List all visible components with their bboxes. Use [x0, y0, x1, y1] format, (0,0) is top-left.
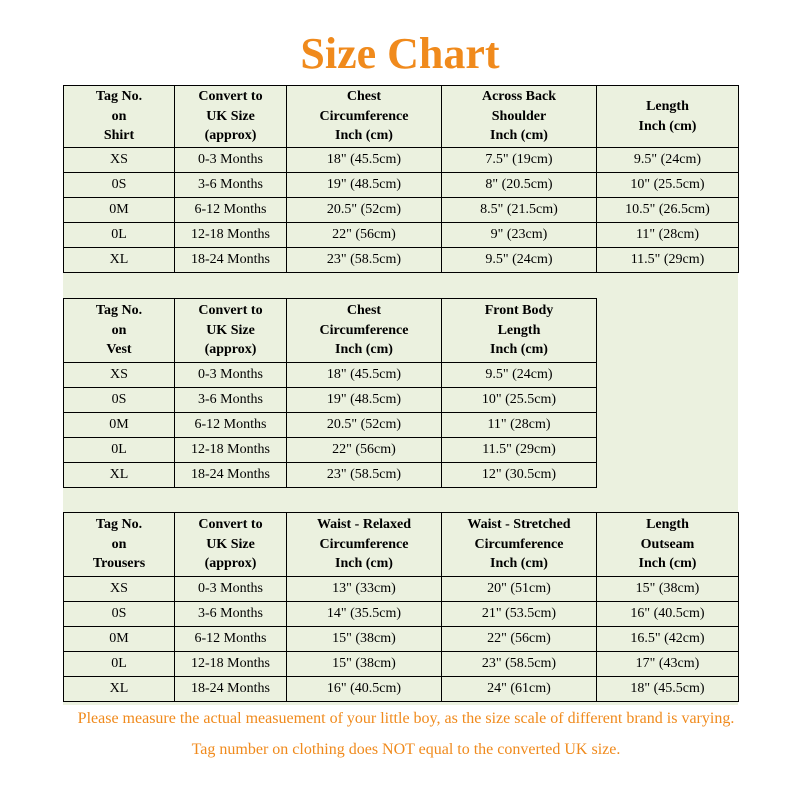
table-cell: 3-6 Months: [175, 388, 287, 413]
header-chest: Chest Circumference Inch (cm): [287, 299, 442, 363]
table-cell: 18" (45.5cm): [287, 148, 442, 173]
table-cell: 3-6 Months: [175, 602, 287, 627]
table-cell: 9.5" (24cm): [442, 363, 597, 388]
table-cell: 0S: [64, 602, 175, 627]
table-row: [64, 148, 739, 173]
table-cell: 9.5" (24cm): [442, 248, 597, 273]
table-cell: 18-24 Months: [175, 248, 287, 273]
table-row: [64, 363, 597, 388]
table-cell: XS: [64, 363, 175, 388]
table-cell: 13" (33cm): [287, 577, 442, 602]
table-row: [64, 652, 739, 677]
shirt-size-table: [63, 85, 739, 273]
table-cell: 15" (38cm): [597, 577, 739, 602]
table-cell: 9.5" (24cm): [597, 148, 739, 173]
table-row: [64, 223, 739, 248]
table-row: [64, 173, 739, 198]
table-cell: 11" (28cm): [597, 223, 739, 248]
table-cell: 0L: [64, 223, 175, 248]
table-cell: 0-3 Months: [175, 148, 287, 173]
table-cell: 0S: [64, 388, 175, 413]
header-length: Length Inch (cm): [597, 86, 739, 148]
table-cell: 8.5" (21.5cm): [442, 198, 597, 223]
table-row: [64, 602, 739, 627]
table-cell: 0L: [64, 438, 175, 463]
table-cell: XL: [64, 463, 175, 488]
table-cell: 23" (58.5cm): [442, 652, 597, 677]
header-front-body-length: Front Body Length Inch (cm): [442, 299, 597, 363]
table-cell: 10" (25.5cm): [442, 388, 597, 413]
table-cell: 24" (61cm): [442, 677, 597, 702]
table-cell: 0-3 Months: [175, 363, 287, 388]
measurement-note: Please measure the actual measuement of your little boy, as the size scale of different brand is varying.: [77, 710, 735, 727]
table-cell: 22" (56cm): [287, 223, 442, 248]
table-cell: 0L: [64, 652, 175, 677]
table-cell: 10" (25.5cm): [597, 173, 739, 198]
table-cell: 15" (38cm): [287, 627, 442, 652]
trousers-size-table: [63, 512, 739, 702]
table-cell: 19" (48.5cm): [287, 173, 442, 198]
table-cell: 6-12 Months: [175, 198, 287, 223]
table-cell: 10.5" (26.5cm): [597, 198, 739, 223]
table-row: [64, 198, 739, 223]
table-cell: 3-6 Months: [175, 173, 287, 198]
header-across-back: Across Back Shoulder Inch (cm): [442, 86, 597, 148]
header-uk-size: Convert to UK Size (approx): [175, 299, 287, 363]
header-tag-no: Tag No. on Vest: [64, 299, 175, 363]
header-waist-relaxed: Waist - Relaxed Circumference Inch (cm): [287, 513, 442, 577]
table-cell: 0M: [64, 413, 175, 438]
table-row: [64, 248, 739, 273]
header-uk-size: Convert to UK Size (approx): [175, 86, 287, 148]
table-cell: 6-12 Months: [175, 413, 287, 438]
table-cell: 16.5" (42cm): [597, 627, 739, 652]
table-header-row: [64, 513, 739, 577]
table-cell: XS: [64, 148, 175, 173]
header-length-outseam: Length Outseam Inch (cm): [597, 513, 739, 577]
table-row: [64, 438, 597, 463]
page-title: Size Chart: [300, 29, 500, 78]
table-cell: 9" (23cm): [442, 223, 597, 248]
header-tag-no: Tag No. on Shirt: [64, 86, 175, 148]
table-cell: 12-18 Months: [175, 223, 287, 248]
table-cell: 17" (43cm): [597, 652, 739, 677]
header-uk-size: Convert to UK Size (approx): [175, 513, 287, 577]
table-header-row: [64, 86, 739, 148]
table-cell: XS: [64, 577, 175, 602]
header-waist-stretched: Waist - Stretched Circumference Inch (cm): [442, 513, 597, 577]
table-cell: 12-18 Months: [175, 438, 287, 463]
table-row: [64, 388, 597, 413]
table-cell: 12-18 Months: [175, 652, 287, 677]
table-cell: 11.5" (29cm): [597, 248, 739, 273]
table-cell: 23" (58.5cm): [287, 463, 442, 488]
table-cell: 19" (48.5cm): [287, 388, 442, 413]
table-cell: 22" (56cm): [442, 627, 597, 652]
table-cell: 18" (45.5cm): [287, 363, 442, 388]
table-cell: 8" (20.5cm): [442, 173, 597, 198]
tag-number-note: Tag number on clothing does NOT equal to the converted UK size.: [191, 741, 621, 758]
table-cell: 0-3 Months: [175, 577, 287, 602]
table-cell: 14" (35.5cm): [287, 602, 442, 627]
header-tag-no: Tag No. on Trousers: [64, 513, 175, 577]
table-cell: 0S: [64, 173, 175, 198]
table-cell: XL: [64, 248, 175, 273]
table-cell: 20.5" (52cm): [287, 198, 442, 223]
table-cell: XL: [64, 677, 175, 702]
table-cell: 11.5" (29cm): [442, 438, 597, 463]
table-cell: 18" (45.5cm): [597, 677, 739, 702]
table-cell: 20.5" (52cm): [287, 413, 442, 438]
vest-size-table: [63, 298, 597, 488]
table-row: [64, 627, 739, 652]
table-row: [64, 577, 739, 602]
table-cell: 18-24 Months: [175, 463, 287, 488]
table-cell: 16" (40.5cm): [597, 602, 739, 627]
table-cell: 0M: [64, 627, 175, 652]
table-row: [64, 463, 597, 488]
table-row: [64, 677, 739, 702]
header-chest: Chest Circumference Inch (cm): [287, 86, 442, 148]
table-cell: 15" (38cm): [287, 652, 442, 677]
table-cell: 23" (58.5cm): [287, 248, 442, 273]
table-cell: 0M: [64, 198, 175, 223]
table-cell: 12" (30.5cm): [442, 463, 597, 488]
table-cell: 21" (53.5cm): [442, 602, 597, 627]
table-cell: 6-12 Months: [175, 627, 287, 652]
table-cell: 18-24 Months: [175, 677, 287, 702]
table-row: [64, 413, 597, 438]
table-cell: 16" (40.5cm): [287, 677, 442, 702]
table-header-row: [64, 299, 597, 363]
table-cell: 20" (51cm): [442, 577, 597, 602]
table-cell: 11" (28cm): [442, 413, 597, 438]
table-cell: 22" (56cm): [287, 438, 442, 463]
table-cell: 7.5" (19cm): [442, 148, 597, 173]
